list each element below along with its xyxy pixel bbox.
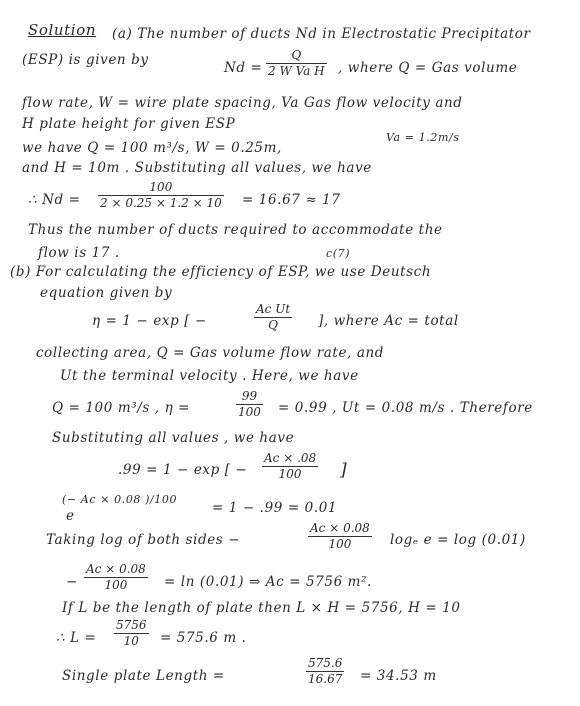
formula-where: , where Q = Gas volume	[338, 60, 518, 76]
step-2-base: e	[66, 508, 75, 524]
step-6-numerator: 5756	[116, 618, 147, 632]
deutsch-eq-denominator: Q	[268, 318, 278, 332]
step-3-text: Taking log of both sides −	[46, 532, 241, 548]
step-4-minus: −	[66, 574, 78, 590]
deutsch-eq-numerator: Ac Ut	[256, 302, 291, 316]
calc-fraction	[98, 180, 224, 211]
calc-result: = 16.67 ≈ 17	[242, 192, 341, 208]
calc-denominator: 2 × 0.25 × 1.2 × 10	[100, 196, 222, 210]
final-fraction	[306, 656, 344, 687]
conclusion-line-1: Thus the number of ducts required to accommodate the	[28, 222, 443, 238]
step-4-rhs: = ln (0.01) ⇒ Ac = 5756 m².	[164, 574, 372, 590]
step-1-lhs: .99 = 1 − exp [ −	[118, 462, 248, 478]
part-b-intro-line-2: equation given by	[40, 285, 173, 301]
calc-numerator: 100	[98, 180, 224, 196]
velocity-value: Va = 1.2m/s	[386, 131, 460, 144]
calc-lhs: ∴ Nd =	[28, 192, 81, 208]
step-6-denominator: 10	[123, 634, 139, 648]
step-4-fraction	[84, 562, 148, 593]
part-b-def-line-2: Ut the terminal velocity . Here, we have	[60, 368, 359, 384]
step-4-numerator: Ac × 0.08	[86, 562, 146, 576]
eta-fraction	[236, 389, 263, 420]
final-denominator: 16.67	[308, 672, 343, 686]
step-6-rhs: = 575.6 m .	[160, 630, 247, 646]
step-1-numerator: Ac × .08	[264, 451, 317, 465]
step-5-length: If L be the length of plate then L × H = 5756, H = 10	[62, 600, 461, 616]
step-4-denominator: 100	[104, 578, 128, 592]
definition-line-1: flow rate, W = wire plate spacing, Va Gas flow velocity and	[22, 95, 463, 111]
margin-mark: c(7)	[326, 247, 351, 260]
final-rhs: = 34.53 m	[360, 668, 437, 684]
step-2-exponent: (− Ac × 0.08 )/100	[62, 493, 178, 506]
deutsch-eq-lhs: η = 1 − exp [ −	[92, 313, 207, 329]
eta-denominator: 100	[238, 405, 261, 419]
part-b-intro-line-1: (b) For calculating the efficiency of ESP, we use Deutsch	[10, 264, 432, 280]
step-2-rhs: = 1 − .99 = 0.01	[212, 500, 338, 516]
solution-heading: Solution	[28, 21, 97, 39]
substitution-line: Substituting all values , we have	[52, 430, 295, 446]
definition-line-2: H plate height for given ESP	[22, 116, 236, 132]
step-3-rhs: logₑ e = log (0.01)	[390, 532, 526, 548]
eta-numerator: 99	[236, 389, 263, 405]
given-values-rest: = 0.99 , Ut = 0.08 m/s . Therefore	[278, 400, 533, 416]
step-1-fraction	[262, 451, 318, 482]
step-1-close: ]	[340, 460, 348, 480]
step-1-denominator: 100	[278, 467, 302, 481]
deutsch-eq-fraction	[254, 302, 292, 333]
part-b-def-line-1: collecting area, Q = Gas volume flow rate, and	[36, 345, 385, 361]
final-lhs: Single plate Length =	[62, 668, 225, 684]
conclusion-line-2: flow is 17 .	[38, 245, 120, 261]
ducts-formula-fraction	[266, 48, 327, 79]
formula-lead: (ESP) is given by	[22, 52, 149, 68]
ducts-formula-denominator: 2 W Va H	[268, 64, 325, 78]
values-line-2: and H = 10m . Substituting all values, we have	[22, 160, 372, 176]
step-3-denominator: 100	[328, 537, 352, 551]
values-line-1: we have Q = 100 m³/s, W = 0.25m,	[22, 140, 282, 156]
step-3-fraction	[308, 521, 372, 552]
deutsch-eq-close: ], where Ac = total	[318, 313, 459, 329]
given-values: Q = 100 m³/s , η =	[52, 400, 191, 416]
step-6-lhs: ∴ L =	[56, 630, 97, 646]
ducts-formula-numerator: Q	[266, 48, 327, 64]
formula-lhs: Nd =	[224, 60, 263, 76]
step-6-fraction	[114, 618, 149, 649]
step-3-numerator: Ac × 0.08	[310, 521, 370, 535]
part-a-intro: (a) The number of ducts Nd in Electrostatic Precipitator	[112, 26, 531, 42]
final-numerator: 575.6	[308, 656, 343, 670]
